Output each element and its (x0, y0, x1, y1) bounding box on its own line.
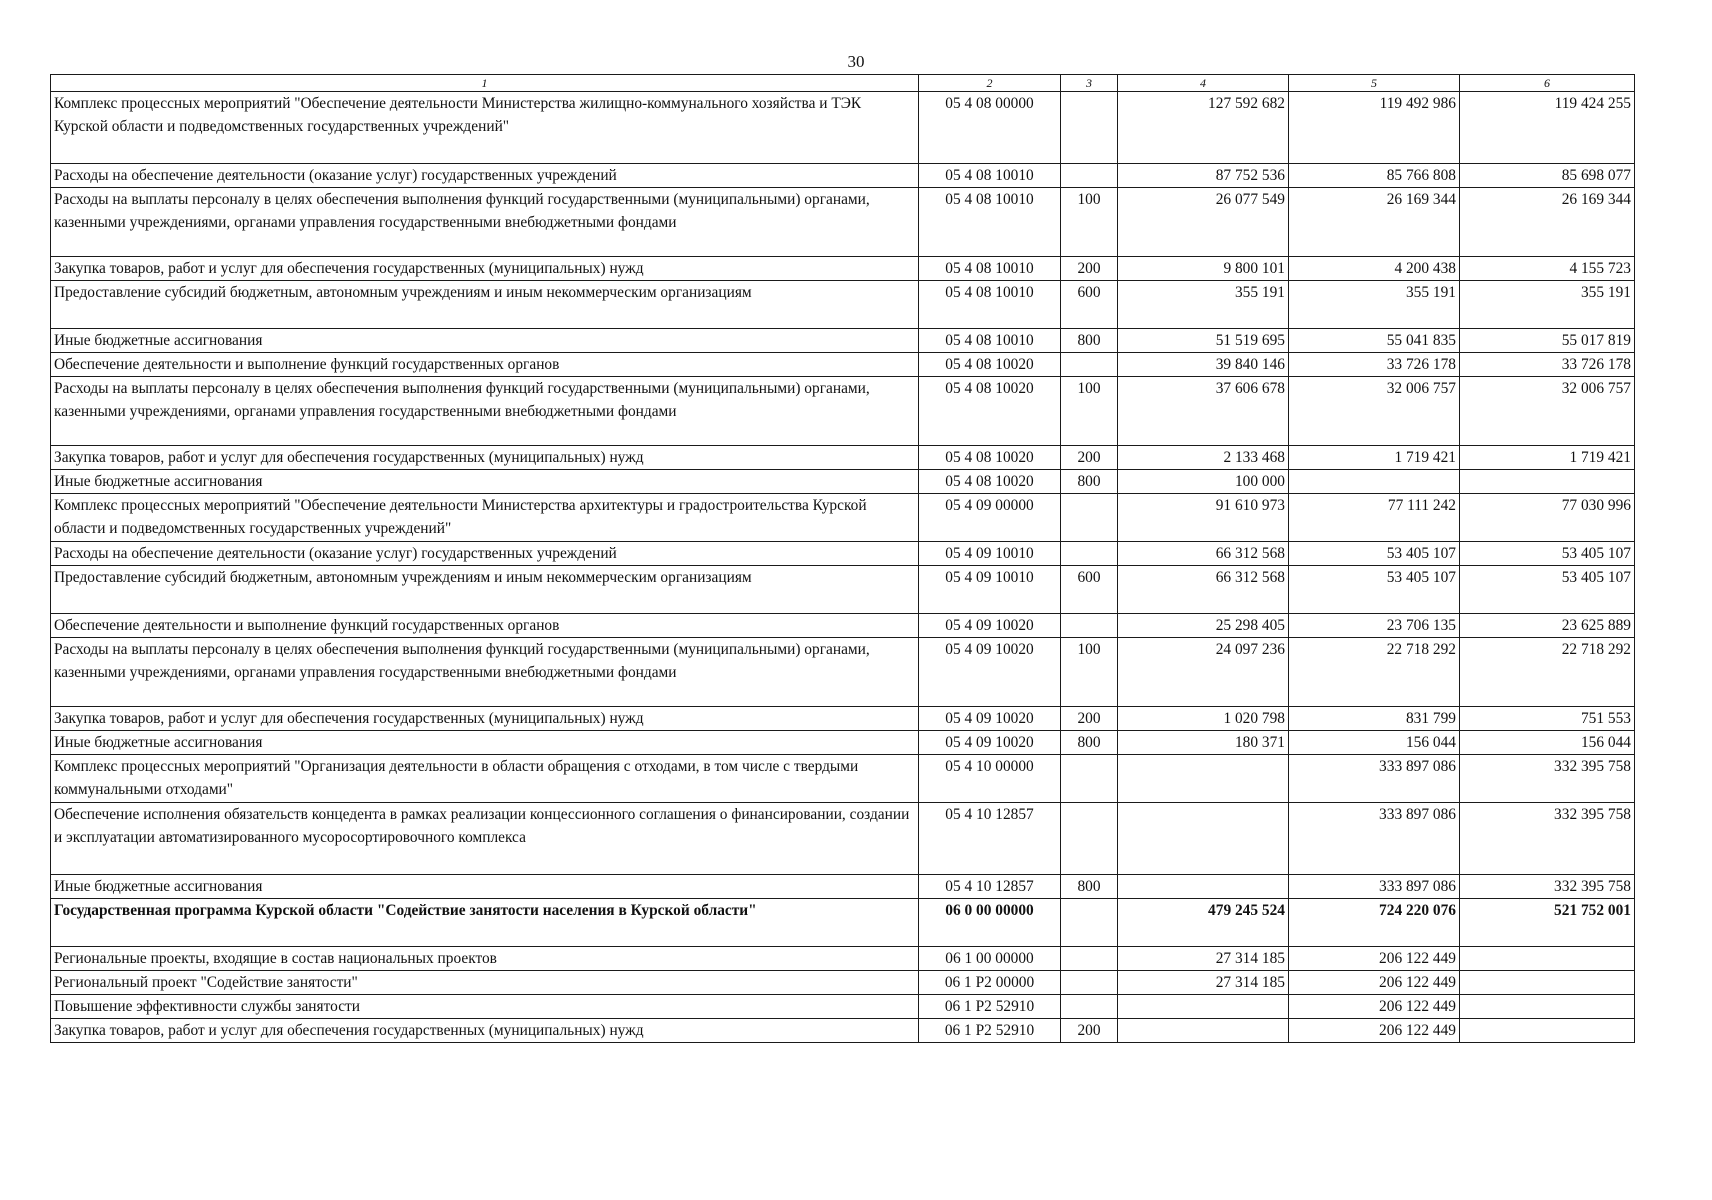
row-type-cell: 100 (1061, 188, 1118, 257)
row-value-col6: 53 405 107 (1460, 542, 1635, 566)
row-type-cell (1061, 542, 1118, 566)
row-value-col4: 2 133 468 (1118, 446, 1289, 470)
row-value-col5: 156 044 (1289, 731, 1460, 755)
row-value-col5: 831 799 (1289, 707, 1460, 731)
row-type-cell: 200 (1061, 446, 1118, 470)
row-value-col6 (1460, 1019, 1635, 1043)
row-code-cell: 05 4 10 12857 (919, 875, 1061, 899)
row-value-col6: 32 006 757 (1460, 377, 1635, 446)
row-type-cell: 100 (1061, 638, 1118, 707)
row-value-col6: 332 395 758 (1460, 875, 1635, 899)
table-row (51, 494, 1635, 542)
table-row (51, 92, 1635, 164)
row-value-col6: 521 752 001 (1460, 899, 1635, 947)
row-value-col4 (1118, 755, 1289, 803)
row-type-cell (1061, 164, 1118, 188)
row-value-col4: 180 371 (1118, 731, 1289, 755)
row-type-cell: 800 (1061, 470, 1118, 494)
row-value-col5: 53 405 107 (1289, 566, 1460, 614)
row-value-col6: 22 718 292 (1460, 638, 1635, 707)
table-row (51, 899, 1635, 947)
budget-table (50, 74, 1635, 1043)
row-value-col4: 100 000 (1118, 470, 1289, 494)
row-value-col5: 77 111 242 (1289, 494, 1460, 542)
row-value-col5 (1289, 470, 1460, 494)
row-value-col6: 355 191 (1460, 281, 1635, 329)
row-value-col4: 25 298 405 (1118, 614, 1289, 638)
row-code-cell: 06 1 00 00000 (919, 947, 1061, 971)
row-value-col6 (1460, 971, 1635, 995)
row-type-cell (1061, 971, 1118, 995)
page-number: 30 (847, 52, 865, 71)
row-name-cell: Обеспечение деятельности и выполнение функций государственных органов (51, 614, 919, 638)
row-value-col5: 206 122 449 (1289, 995, 1460, 1019)
table-row (51, 971, 1635, 995)
row-type-cell: 800 (1061, 731, 1118, 755)
row-code-cell: 05 4 09 10020 (919, 731, 1061, 755)
row-value-col5: 206 122 449 (1289, 971, 1460, 995)
row-type-cell (1061, 353, 1118, 377)
table-body (51, 92, 1635, 1043)
row-code-cell: 05 4 08 10010 (919, 188, 1061, 257)
table-row (51, 281, 1635, 329)
row-name-cell: Расходы на обеспечение деятельности (оказание услуг) государственных учреждений (51, 542, 919, 566)
row-name-cell: Расходы на выплаты персоналу в целях обеспечения выполнения функций государственными (муниципальными) органами, казенными учреждениями, органами управления государственными внебюджетными фондами (51, 377, 919, 446)
row-type-cell: 200 (1061, 707, 1118, 731)
table-row (51, 164, 1635, 188)
row-value-col4 (1118, 875, 1289, 899)
row-name-cell: Повышение эффективности службы занятости (51, 995, 919, 1019)
row-name-cell: Расходы на выплаты персоналу в целях обеспечения выполнения функций государственными (муниципальными) органами, казенными учреждениями, органами управления государственными внебюджетными фондами (51, 638, 919, 707)
row-value-col5: 333 897 086 (1289, 803, 1460, 875)
row-value-col5: 32 006 757 (1289, 377, 1460, 446)
table-row (51, 470, 1635, 494)
row-name-cell: Предоставление субсидий бюджетным, автономным учреждениям и иным некоммерческим организациям (51, 566, 919, 614)
table-row (51, 755, 1635, 803)
row-code-cell: 06 0 00 00000 (919, 899, 1061, 947)
table-row (51, 995, 1635, 1019)
table-header-row (51, 75, 1635, 92)
table-row (51, 377, 1635, 446)
row-value-col6 (1460, 995, 1635, 1019)
row-value-col4: 66 312 568 (1118, 542, 1289, 566)
row-value-col4: 27 314 185 (1118, 947, 1289, 971)
row-value-col5: 119 492 986 (1289, 92, 1460, 164)
row-type-cell: 800 (1061, 329, 1118, 353)
row-value-col4: 51 519 695 (1118, 329, 1289, 353)
row-name-cell: Расходы на выплаты персоналу в целях обеспечения выполнения функций государственными (муниципальными) органами, казенными учреждениями, органами управления государственными внебюджетными фондами (51, 188, 919, 257)
row-code-cell: 05 4 09 10020 (919, 638, 1061, 707)
table-row (51, 638, 1635, 707)
row-value-col5: 333 897 086 (1289, 875, 1460, 899)
table-row (51, 947, 1635, 971)
row-name-cell: Комплекс процессных мероприятий "Обеспечение деятельности Министерства жилищно-коммунального хозяйства и ТЭК Курской области и подведомственных государственных учреждений" (51, 92, 919, 164)
row-name-cell: Обеспечение исполнения обязательств концедента в рамках реализации концессионного соглашения о финансировании, создании и эксплуатации автоматизированного мусоросортировочного комплекса (51, 803, 919, 875)
row-value-col6: 55 017 819 (1460, 329, 1635, 353)
table-row (51, 329, 1635, 353)
row-name-cell: Закупка товаров, работ и услуг для обеспечения государственных (муниципальных) нужд (51, 1019, 919, 1043)
row-value-col5: 333 897 086 (1289, 755, 1460, 803)
row-value-col4: 24 097 236 (1118, 638, 1289, 707)
row-value-col5: 26 169 344 (1289, 188, 1460, 257)
row-code-cell: 05 4 08 10020 (919, 470, 1061, 494)
row-value-col6: 119 424 255 (1460, 92, 1635, 164)
row-type-cell (1061, 755, 1118, 803)
row-value-col6: 23 625 889 (1460, 614, 1635, 638)
row-value-col4: 1 020 798 (1118, 707, 1289, 731)
row-type-cell: 600 (1061, 566, 1118, 614)
row-name-cell: Региональные проекты, входящие в состав национальных проектов (51, 947, 919, 971)
row-code-cell: 05 4 08 10010 (919, 164, 1061, 188)
row-value-col4 (1118, 803, 1289, 875)
row-value-col6: 4 155 723 (1460, 257, 1635, 281)
row-code-cell: 05 4 08 10020 (919, 446, 1061, 470)
row-type-cell: 200 (1061, 1019, 1118, 1043)
row-name-cell: Региональный проект "Содействие занятости" (51, 971, 919, 995)
column-header-5: 5 (1289, 75, 1460, 92)
row-name-cell: Закупка товаров, работ и услуг для обеспечения государственных (муниципальных) нужд (51, 707, 919, 731)
row-type-cell: 600 (1061, 281, 1118, 329)
row-value-col4 (1118, 995, 1289, 1019)
row-code-cell: 05 4 09 10010 (919, 566, 1061, 614)
row-value-col4: 39 840 146 (1118, 353, 1289, 377)
table-row (51, 707, 1635, 731)
row-value-col6 (1460, 470, 1635, 494)
table-row (51, 614, 1635, 638)
row-value-col6: 751 553 (1460, 707, 1635, 731)
row-code-cell: 05 4 09 10020 (919, 614, 1061, 638)
row-name-cell: Предоставление субсидий бюджетным, автономным учреждениям и иным некоммерческим организациям (51, 281, 919, 329)
row-code-cell: 05 4 08 10010 (919, 281, 1061, 329)
row-type-cell (1061, 614, 1118, 638)
row-type-cell (1061, 92, 1118, 164)
row-value-col5: 4 200 438 (1289, 257, 1460, 281)
row-value-col4: 37 606 678 (1118, 377, 1289, 446)
row-value-col6: 156 044 (1460, 731, 1635, 755)
row-value-col5: 1 719 421 (1289, 446, 1460, 470)
row-value-col5: 355 191 (1289, 281, 1460, 329)
table-row (51, 566, 1635, 614)
table-row (51, 188, 1635, 257)
row-value-col6: 26 169 344 (1460, 188, 1635, 257)
row-value-col5: 55 041 835 (1289, 329, 1460, 353)
row-value-col6: 85 698 077 (1460, 164, 1635, 188)
row-value-col4: 91 610 973 (1118, 494, 1289, 542)
row-name-cell: Иные бюджетные ассигнования (51, 470, 919, 494)
row-code-cell: 05 4 09 10010 (919, 542, 1061, 566)
row-value-col4 (1118, 1019, 1289, 1043)
row-value-col6: 1 719 421 (1460, 446, 1635, 470)
row-code-cell: 05 4 10 00000 (919, 755, 1061, 803)
row-value-col5: 33 726 178 (1289, 353, 1460, 377)
row-value-col4: 26 077 549 (1118, 188, 1289, 257)
row-code-cell: 05 4 08 00000 (919, 92, 1061, 164)
row-value-col5: 724 220 076 (1289, 899, 1460, 947)
row-type-cell (1061, 803, 1118, 875)
table-row (51, 446, 1635, 470)
row-value-col5: 23 706 135 (1289, 614, 1460, 638)
row-type-cell: 800 (1061, 875, 1118, 899)
table-row (51, 542, 1635, 566)
column-header-3: 3 (1061, 75, 1118, 92)
row-value-col6: 33 726 178 (1460, 353, 1635, 377)
row-code-cell: 05 4 10 12857 (919, 803, 1061, 875)
row-value-col6: 332 395 758 (1460, 755, 1635, 803)
row-name-cell: Государственная программа Курской области "Содействие занятости населения в Курской области" (51, 899, 919, 947)
row-name-cell: Комплекс процессных мероприятий "Организация деятельности в области обращения с отходами, в том числе с твердыми коммунальными отходами" (51, 755, 919, 803)
row-value-col4: 127 592 682 (1118, 92, 1289, 164)
row-name-cell: Иные бюджетные ассигнования (51, 329, 919, 353)
row-name-cell: Закупка товаров, работ и услуг для обеспечения государственных (муниципальных) нужд (51, 446, 919, 470)
row-value-col5: 22 718 292 (1289, 638, 1460, 707)
row-code-cell: 05 4 08 10010 (919, 257, 1061, 281)
row-name-cell: Закупка товаров, работ и услуг для обеспечения государственных (муниципальных) нужд (51, 257, 919, 281)
row-code-cell: 06 1 P2 52910 (919, 1019, 1061, 1043)
row-code-cell: 05 4 09 00000 (919, 494, 1061, 542)
row-value-col4: 479 245 524 (1118, 899, 1289, 947)
row-code-cell: 05 4 09 10020 (919, 707, 1061, 731)
row-name-cell: Расходы на обеспечение деятельности (оказание услуг) государственных учреждений (51, 164, 919, 188)
table-row (51, 353, 1635, 377)
row-name-cell: Иные бюджетные ассигнования (51, 731, 919, 755)
row-value-col4: 27 314 185 (1118, 971, 1289, 995)
row-code-cell: 05 4 08 10020 (919, 353, 1061, 377)
row-value-col5: 206 122 449 (1289, 1019, 1460, 1043)
row-value-col6: 53 405 107 (1460, 566, 1635, 614)
row-code-cell: 06 1 P2 52910 (919, 995, 1061, 1019)
row-name-cell: Комплекс процессных мероприятий "Обеспечение деятельности Министерства архитектуры и градостроительства Курской области и подведомственных государственных учреждений" (51, 494, 919, 542)
row-value-col6: 77 030 996 (1460, 494, 1635, 542)
row-type-cell (1061, 494, 1118, 542)
row-value-col6: 332 395 758 (1460, 803, 1635, 875)
table-row (51, 731, 1635, 755)
row-type-cell: 200 (1061, 257, 1118, 281)
row-code-cell: 06 1 P2 00000 (919, 971, 1061, 995)
column-header-1: 1 (51, 75, 919, 92)
row-value-col5: 53 405 107 (1289, 542, 1460, 566)
column-header-4: 4 (1118, 75, 1289, 92)
row-value-col4: 9 800 101 (1118, 257, 1289, 281)
row-name-cell: Обеспечение деятельности и выполнение функций государственных органов (51, 353, 919, 377)
table-row (51, 1019, 1635, 1043)
row-type-cell (1061, 995, 1118, 1019)
row-type-cell (1061, 899, 1118, 947)
table-row (51, 803, 1635, 875)
row-code-cell: 05 4 08 10020 (919, 377, 1061, 446)
row-type-cell (1061, 947, 1118, 971)
row-value-col4: 355 191 (1118, 281, 1289, 329)
column-header-2: 2 (919, 75, 1061, 92)
row-code-cell: 05 4 08 10010 (919, 329, 1061, 353)
row-value-col4: 66 312 568 (1118, 566, 1289, 614)
table-row (51, 257, 1635, 281)
column-header-6: 6 (1460, 75, 1635, 92)
row-value-col5: 206 122 449 (1289, 947, 1460, 971)
row-type-cell: 100 (1061, 377, 1118, 446)
table-row (51, 875, 1635, 899)
row-value-col4: 87 752 536 (1118, 164, 1289, 188)
row-value-col5: 85 766 808 (1289, 164, 1460, 188)
row-name-cell: Иные бюджетные ассигнования (51, 875, 919, 899)
row-value-col6 (1460, 947, 1635, 971)
